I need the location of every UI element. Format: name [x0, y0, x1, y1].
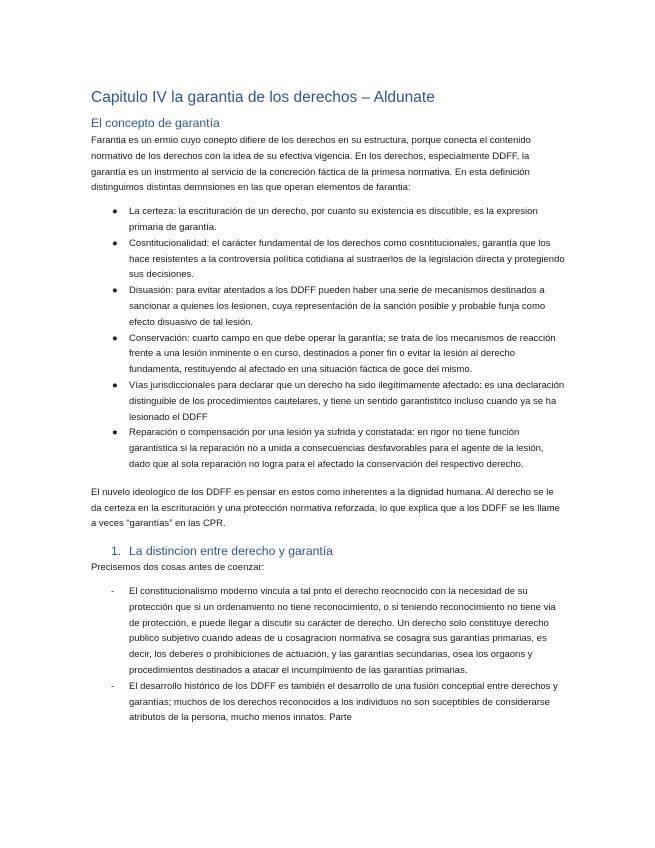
intro-paragraph: Farantia es un ermio cuyo conepto difiere de los derechos en su estructura, porque conecta el contenido normativo de los derechos con la idea de su efectiva vigencia. En los derechos, especialmente DDFF, la garantía es un instrmento al servicio de la concreción fáctica de la primesa normativa. En esta definición distinguimos distintas demnsiones en las que operan elementos de farantia: — [91, 135, 531, 194]
list-item — [91, 236, 565, 283]
list-item-text: Conservación: cuarto campo en que debe operar la garantía; se trata de los mecanismos de reacción frente a una lesión inminente o en curso, destinados a poner fin o evitar la lesión al derecho fundamenta, restituyendo al afectado en una situación fáctica de goce del mismo. — [129, 332, 556, 376]
list-item — [91, 331, 565, 378]
list-item-text: Vías jurisdiccionales para declarar que un derecho ha sido ilegítimamente afectado: es una declaración distinguible de los procedimientos cautelares, y tiene un sentido garantistitco incluso cuando ya se ha lesionado el DDFF — [129, 379, 565, 423]
document-page — [91, 88, 565, 738]
document-title: Capitulo IV la garantia de los derechos – Aldunate — [91, 89, 435, 106]
list-item-text: Reparación o compensación por una lesión ya sufrida y constatada: en rigor no tiene función garantistica si la reparación no a unida a consecuencias desfavorables para el agente de la lesión, dado que al sola reparación no logra para el afectado la conservación del respectivo derecho. — [129, 427, 544, 470]
dash-list — [91, 584, 565, 726]
numbered-heading — [91, 544, 565, 558]
dash-marker: - — [111, 680, 115, 692]
list-item — [91, 204, 565, 236]
list-item — [91, 425, 565, 472]
list-item — [91, 679, 565, 726]
bullet-marker: ● — [112, 379, 118, 391]
bullet-marker: ● — [112, 427, 118, 439]
heading-number: 1. — [111, 544, 122, 559]
list-item — [91, 283, 565, 330]
list-item-text: El constitucionalismo moderno vincula a tal pnto el derecho reocnocido con la necesidad de su protección que si un ordenamiento no tiene reconocimiento, o si teniendo reconocimiento no tiene via de protección, e puede llegar a discutir su carácter de derecho. Un derecho solo constituye derecho publico subjetivo cuando adeas de u cosagracion normativa se cosagra sus garantías primarias, es decir, los deberes o prohibiciones de actuación, y las garantías secundarias, osea los orgaons y procedimientos destinados a atacar el incumplmiento de las garantías primarias. — [129, 585, 556, 676]
bullet-marker: ● — [112, 332, 118, 344]
list-item-text: Cosntitucionalidad: el carácter fundamental de los derechos como cosntitucionales, garantía que los hace resistentes a la controversia política cotidiana al sustraerlos de la legislación directa y protegiendo sus decisiones. — [129, 237, 565, 281]
precisemos-paragraph: Precisemos dos cosas antes de coenzar: — [91, 562, 265, 574]
ideology-paragraph: El nuvelo ideologico de los DDFF es pensar en estos como inherentes a la dignidad humana. Al derecho se le da certeza en la escrituración y una protección normativa reforzada, lo que explica que a los DDFF se les llame a veces “garantías” en las CPR. — [91, 486, 560, 530]
list-item-text: El desarrollo histórico de los DDFF es también el desarrollo de una fusión conceptial entre derechos y garantías; muchos de los derechos reconocidos a los individuos no son suceptibles de considerarse atributos de la persona, mucho menos innatos. Parte — [129, 680, 558, 724]
dash-marker: - — [111, 585, 115, 597]
list-item-text: Disuasión: para evitar atentados a los DDFF pueden haber una serie de mecanismos destinados a sancionar a quienes los lesionen, cuya representación de la sanción posible y probable funja como efecto disuasivo de tal lesión. — [129, 285, 546, 328]
list-item — [91, 378, 565, 425]
heading-text: La distincion entre derecho y garantía — [129, 544, 333, 559]
bullet-list — [91, 204, 565, 473]
bullet-marker: ● — [112, 237, 118, 249]
list-item — [91, 584, 565, 679]
section-heading: El concepto de garantía — [91, 116, 220, 130]
bullet-marker: ● — [112, 206, 118, 218]
bullet-marker: ● — [112, 285, 118, 297]
list-item-text: La certeza: la escrituración de un derecho, por cuanto su existencia es discutible, es la expresion primaria de garantía. — [129, 206, 538, 233]
